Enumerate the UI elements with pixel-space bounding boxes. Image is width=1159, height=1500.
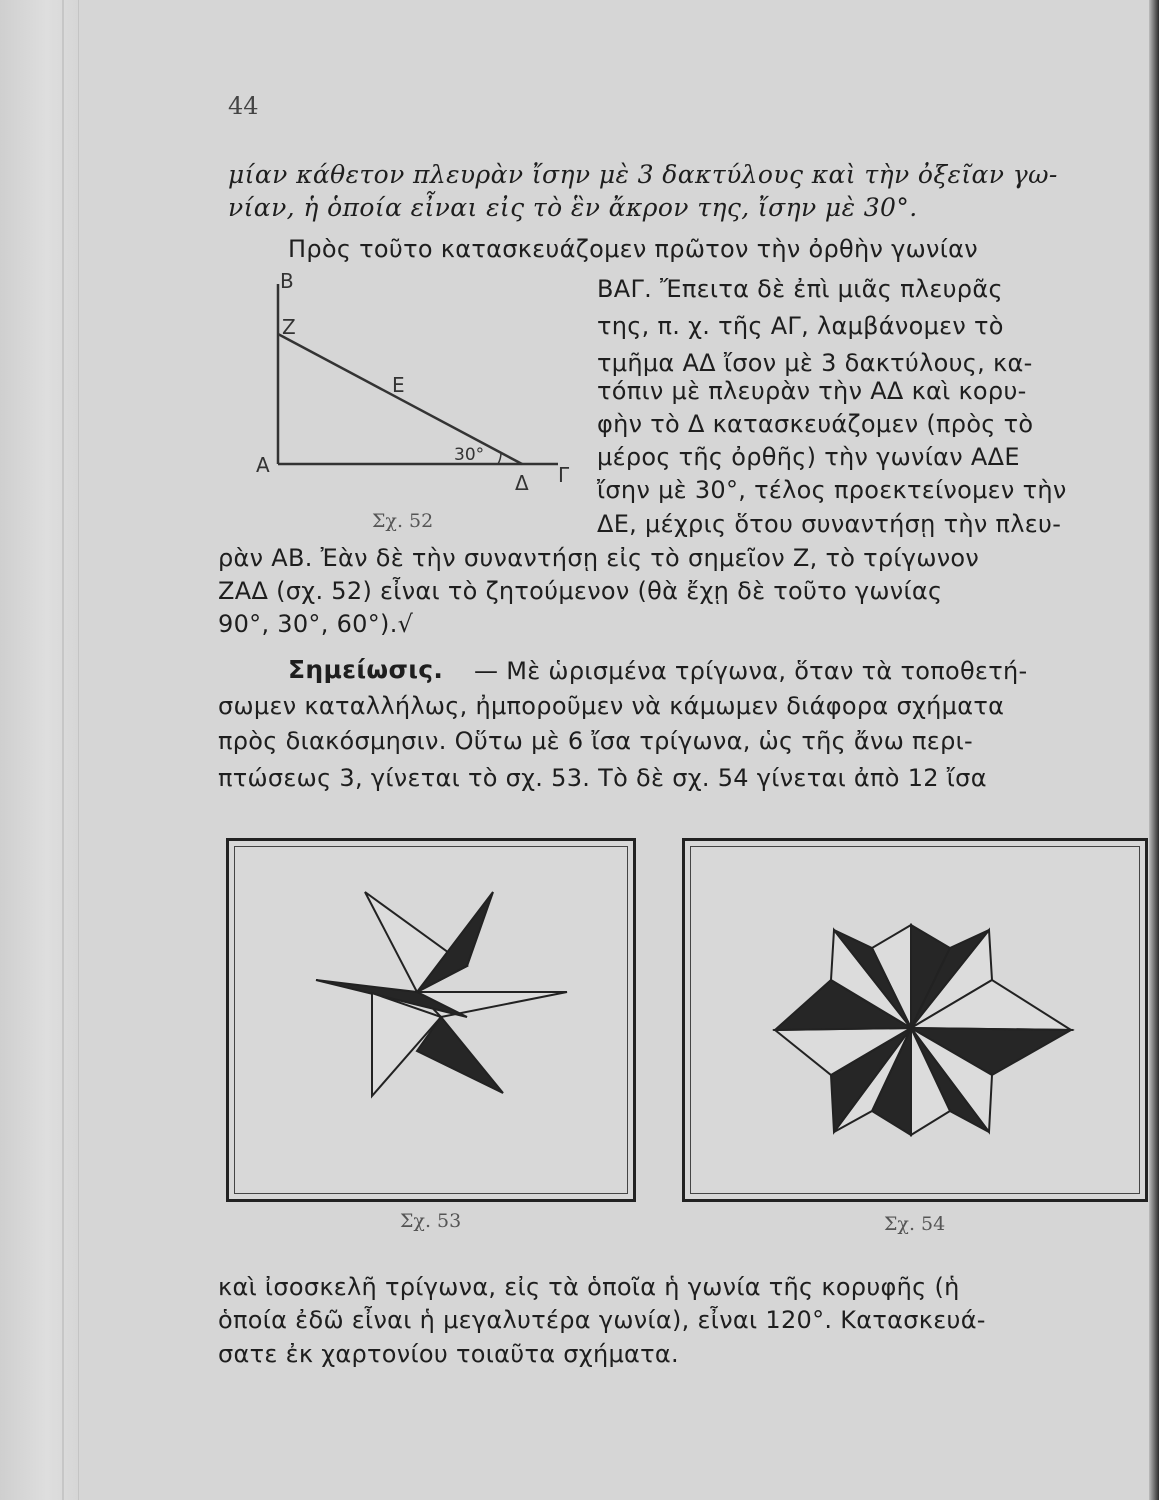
paragraph1-line-9: ΔΕ, μέχρις ὅτου συναντήσῃ τὴν πλευ-: [597, 510, 1062, 538]
italic-line-2: νίαν, ἡ ὁποία εἶναι εἰς τὸ ἓν ἄκρον της, ἴσην μὲ 30°.: [228, 193, 918, 222]
final-line-3: σατε ἐκ χαρτονίου τοιαῦτα σχήματα.: [218, 1340, 679, 1368]
figure-52-caption: Σχ. 52: [372, 510, 434, 532]
paragraph1-line-10: ρὰν ΑΒ. Ἐὰν δὲ τὴν συναντήσῃ εἰς τὸ σημεῖον Ζ, τὸ τρίγωνον: [218, 544, 980, 572]
paragraph1-line-12: 90°, 30°, 60°).√: [218, 610, 414, 638]
figure-52-triangle: [240, 270, 580, 520]
page-edge-shadow: [1149, 0, 1159, 1500]
figure-53-caption: Σχ. 53: [400, 1210, 462, 1232]
paragraph1-line-5: τόπιν μὲ πλευρὰν τὴν ΑΔ καὶ κορυ-: [597, 377, 1027, 405]
book-spine-margin: [0, 0, 79, 1500]
paragraph1-line-11: ΖΑΔ (σχ. 52) εἶναι τὸ ζητούμενον (θὰ ἔχῃ δὲ τοῦτο γωνίας: [218, 577, 943, 605]
paragraph1-line-7: μέρος τῆς ὀρθῆς) τὴν γωνίαν ΑΔΕ: [597, 443, 1020, 471]
page-number: 44: [228, 92, 259, 120]
final-line-2: ὁποία ἐδῶ εἶναι ἡ μεγαλυτέρα γωνία), εἶναι 120°. Κατασκευά-: [218, 1306, 986, 1334]
paragraph1-line-6: φὴν τὸ Δ κατασκευάζομεν (πρὸς τὸ: [597, 410, 1034, 438]
label-z: Z: [282, 315, 296, 339]
note-line-1: — Μὲ ὡρισμένα τρίγωνα, ὅταν τὰ τοποθετή-: [474, 657, 1028, 685]
paragraph1-line-1: Πρὸς τοῦτο κατασκευάζομεν πρῶτον τὴν ὀρθὴν γωνίαν: [288, 235, 978, 263]
paragraph1-line-2: ΒΑΓ. Ἔπειτα δὲ ἐπὶ μιᾶς πλευρᾶς: [597, 275, 1003, 303]
label-b: B: [280, 269, 294, 293]
figure-54-star: [685, 841, 1145, 1199]
label-a: Α: [256, 453, 270, 477]
angle-arc: [498, 453, 501, 464]
label-angle: 30°: [454, 445, 485, 465]
figure-54-caption: Σχ. 54: [884, 1213, 946, 1235]
label-g: Γ: [558, 463, 570, 487]
paragraph1-line-4: τμῆμα ΑΔ ἴσον μὲ 3 δακτύλους, κα-: [597, 349, 1033, 377]
paragraph1-line-3: της, π. χ. τῆς ΑΓ, λαμβάνομεν τὸ: [597, 312, 1004, 340]
note-line-3: πρὸς διακόσμησιν. Οὕτω μὲ 6 ἴσα τρίγωνα, ὡς τῆς ἄνω περι-: [218, 727, 973, 755]
note-line-4: πτώσεως 3, γίνεται τὸ σχ. 53. Τὸ δὲ σχ. 54 γίνεται ἀπὸ 12 ἴσα: [218, 764, 987, 792]
paragraph1-line-8: ἴσην μὲ 30°, τέλος προεκτείνομεν τὴν: [597, 476, 1067, 504]
final-line-1: καὶ ἰσοσκελῆ τρίγωνα, εἰς τὰ ὁποῖα ἡ γωνία τῆς κορυφῆς (ἡ: [218, 1273, 960, 1301]
pinwheel-light-1: [365, 892, 467, 992]
note-line-2: σωμεν καταλλήλως, ἠμποροῦμεν νὰ κάμωμεν διάφορα σχήματα: [218, 692, 1005, 720]
italic-line-1: μίαν κάθετον πλευρὰν ἴσην μὲ 3 δακτύλους καὶ τὴν ὀξεῖαν γω-: [228, 160, 1058, 189]
hypotenuse-zd: [278, 334, 522, 464]
figure-53-pinwheel: [229, 841, 633, 1199]
label-d: Δ: [515, 471, 529, 495]
label-e: E: [392, 373, 405, 397]
note-heading: Σημείωσις.: [288, 655, 444, 684]
